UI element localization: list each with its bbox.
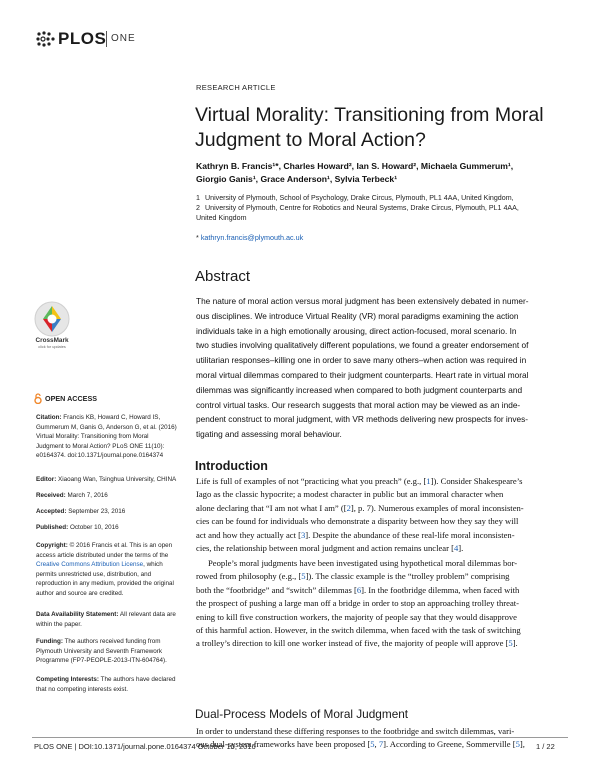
page-number: 1 / 22: [536, 742, 555, 751]
author-list: [196, 160, 576, 185]
paragraph-text: ].: [512, 638, 518, 649]
citation-text: Gummerum M, Ganis G, Anderson G, et al. (2016): [36, 423, 177, 431]
paragraph-text: People’s moral judgments have been investigated using hypothetical moral dilemmas bor-: [208, 558, 518, 568]
received-label: Received:: [36, 492, 66, 499]
license-link[interactable]: Creative Commons Attribution License: [36, 561, 144, 568]
paragraph-text: ]. Despite the abundance of these real-life moral inconsisten-: [305, 529, 515, 540]
crossmark-label: CrossMark: [35, 337, 69, 344]
title-line: Judgment to Moral Action?: [195, 129, 426, 151]
citation-label: Citation:: [36, 414, 62, 421]
editor-block: [36, 475, 186, 485]
paragraph-line: [196, 584, 570, 597]
received-value: March 7, 2016: [67, 492, 108, 499]
reference-link[interactable]: 6: [356, 584, 362, 595]
reference-link[interactable]: 1: [426, 476, 431, 486]
paragraph-text: cies, the relationship between moral judgment and action remains unclear [: [196, 543, 454, 554]
open-lock-icon: [34, 393, 42, 404]
paragraph-text: cies can be found for individuals who demonstrate a disparity between how they say they will: [196, 516, 519, 527]
paragraph-line: [196, 542, 570, 555]
logo-divider: [106, 31, 107, 47]
reference-link[interactable]: 3: [301, 529, 306, 540]
footer-divider: [32, 737, 568, 738]
affiliation-1: [196, 193, 566, 203]
crossmark-badge[interactable]: [32, 300, 72, 352]
abstract-line: control virtual tasks. Our research suggests that moral action may be viewed as an inde-: [196, 399, 521, 410]
copyright-block: [36, 541, 186, 598]
introduction-heading: Introduction: [195, 459, 268, 473]
abstract-line: pendent construct to moral judgment, with VR methods delivering new prospects for inves-: [196, 414, 529, 425]
reference-link[interactable]: 7: [378, 739, 384, 750]
paragraph-text: Iago as the classic hypocrite; a modest character in public but an immoral character when: [196, 489, 504, 500]
copyright-label: Copyright:: [36, 542, 68, 549]
abstract-line: utilitarian responses–killing one in order to save many others–when action was required in: [196, 355, 527, 366]
reference-link[interactable]: 5: [301, 571, 306, 582]
title-line: Virtual Morality: Transitioning from Moral: [195, 104, 544, 126]
affiliations: [196, 193, 566, 223]
paragraph-line: [196, 502, 570, 515]
paragraph-text: ],: [519, 739, 525, 750]
introduction-paragraph-1: [196, 475, 570, 555]
abstract-line: tigating and assessing moral behaviour.: [196, 429, 342, 440]
footer-citation: PLOS ONE | DOI:10.1371/journal.pone.0164374 October 10, 2016: [34, 742, 256, 751]
data-availability-block: [36, 610, 186, 629]
paragraph-text: ening to kill five construction workers, the majority of people say that they would disapprove: [196, 611, 517, 622]
paragraph-line: [196, 624, 570, 637]
paragraph-text: alone declaring that “I am not what I am” ([: [196, 502, 347, 513]
affiliation-number: 1: [196, 194, 200, 202]
abstract-body: [196, 294, 570, 442]
paragraph-line: [196, 557, 570, 570]
paragraph-text: rowed from philosophy (e.g., [: [196, 571, 302, 582]
affiliation-text: University of Plymouth, Centre for Robotics and Neural Systems, Drake Circus, Plymouth, PL1 4AA,: [205, 204, 519, 212]
paragraph-line: [196, 529, 570, 542]
received-block: [36, 491, 186, 501]
email-link[interactable]: kathryn.francis@plymouth.ac.uk: [200, 233, 304, 242]
citation-block: [36, 413, 186, 461]
paragraph-text: ]). The classic example is the “trolley problem” comprising: [305, 571, 510, 582]
copyright-text: © 2016 Francis et al. This is an open: [69, 542, 173, 549]
paragraph-text: ]. According to Greene, Sommerville [: [383, 739, 516, 750]
competing-interests-text: that no competing interests exist.: [36, 685, 129, 693]
paragraph-text: ]). Consider Shakespeare’s: [430, 476, 523, 486]
published-value: October 10, 2016: [69, 524, 119, 531]
abstract-line: ous disciplines. We introduce Virtual Reality (VR) moral paradigms examining the action: [196, 310, 519, 321]
accepted-label: Accepted:: [36, 508, 67, 515]
competing-interests-block: [36, 675, 186, 694]
abstract-line: The nature of moral action versus moral judgment has been extensively debated in numer-: [196, 296, 529, 306]
citation-text: Virtual Morality: Transitioning from Moral: [36, 433, 149, 440]
reference-link[interactable]: 4: [453, 543, 459, 554]
paragraph-line: [196, 488, 570, 501]
competing-interests-text: The authors have declared: [100, 676, 176, 683]
paragraph-text: ]. In the footbridge dilemma, when faced with: [361, 584, 520, 595]
crossmark-sublabel: click for updates: [38, 345, 66, 349]
data-availability-text: All relevant data are: [119, 611, 176, 618]
dual-process-heading: Dual-Process Models of Moral Judgment: [195, 707, 409, 721]
paragraph-text: of this harmful action. However, in the switch dilemma, when faced with the task of switching: [196, 625, 521, 636]
funding-label: Funding:: [36, 638, 63, 645]
open-access-text: OPEN ACCESS: [45, 394, 98, 403]
paragraph-text: In order to understand these differing responses to the footbridge and switch dilemmas, vari-: [196, 726, 515, 736]
funding-text: Plymouth University and Seventh Framework: [36, 647, 162, 655]
copyright-text: reproduction in any medium, provided the original: [36, 580, 174, 587]
plos-dots-icon: [36, 30, 56, 48]
author-line: Giorgio Ganis¹, Grace Anderson¹, Sylvia Terbeck¹: [196, 173, 398, 184]
paragraph-text: ,: [374, 739, 379, 750]
paragraph-line: [196, 475, 570, 488]
corresponding-star: *: [196, 233, 199, 242]
reference-link[interactable]: 5: [370, 739, 375, 750]
affiliation-text: University of Plymouth, School of Psychology, Drake Circus, Plymouth, PL1 4AA, United Kingdom,: [205, 194, 514, 202]
paragraph-line: [196, 597, 570, 610]
citation-text: e0164374. doi:10.1371/journal.pone.0164374: [36, 452, 164, 459]
paragraph-text: act and how they actually act [: [196, 529, 301, 540]
affiliation-2-continued: United Kingdom: [196, 214, 247, 222]
copyright-text: author and source are credited.: [36, 589, 124, 597]
logo-text: PLOS: [58, 29, 107, 48]
paragraph-line: [196, 637, 570, 650]
abstract-line: dilemmas was significantly increased when compared to both judgment counterparts and: [196, 384, 523, 395]
paragraph-text: ous dual-system frameworks have been proposed [: [196, 739, 371, 750]
funding-text: The authors received funding from: [64, 638, 161, 645]
paragraph-text: both the “footbridge” and “switch” dilemmas [: [196, 584, 357, 595]
paragraph-line: [196, 515, 570, 528]
affiliation-number: 2: [196, 204, 200, 212]
open-access-badge: [34, 394, 97, 403]
funding-text: Programme (FP7-PEOPLE-2013-ITN-604764).: [36, 657, 167, 664]
reference-link[interactable]: 2: [346, 502, 351, 513]
copyright-text: , which: [143, 561, 163, 568]
copyright-text: permits unrestricted use, distribution, and: [36, 570, 152, 578]
paragraph-text: ], p. 7). Numerous examples of moral inconsisten-: [350, 502, 524, 513]
citation-text: Francis KB, Howard C, Howard IS,: [63, 414, 161, 421]
citation-text: Judgment to Moral Action? PLoS ONE 11(10):: [36, 442, 165, 450]
corresponding-email[interactable]: [196, 233, 303, 242]
data-availability-text: within the paper.: [36, 620, 82, 628]
abstract-line: two studies involving qualitatively different populations, we found a greater endorsement of: [196, 340, 529, 351]
abstract-line: moral virtual dilemmas compared to their judgment counterparts. Heart rate in virtual moral: [196, 369, 529, 380]
abstract-heading: Abstract: [195, 268, 251, 285]
paragraph-text: the prospect of pushing a large man off a bridge in order to stop an approaching trolley threat-: [196, 598, 520, 609]
copyright-text: access article distributed under the terms of the: [36, 551, 169, 559]
paragraph-text: a trolley’s direction to kill one worker instead of five, the majority of people will approve [: [196, 638, 509, 649]
author-line: Kathryn B. Francis¹*, Charles Howard², Ian S. Howard², Michaela Gummerum¹,: [196, 161, 514, 171]
competing-interests-label: Competing Interests:: [36, 676, 99, 683]
introduction-paragraph-2: [196, 557, 570, 651]
affiliation-2: [196, 203, 566, 213]
reference-link[interactable]: 5: [515, 739, 520, 750]
logo-subtext: ONE: [111, 33, 136, 44]
crossmark-icon: [32, 300, 72, 340]
data-availability-label: Data Availability Statement:: [36, 611, 119, 618]
paragraph-text: ].: [458, 543, 464, 554]
paragraph-line: [196, 570, 570, 583]
editor-value: Xiaoang Wan, Tsinghua University, CHINA: [58, 476, 177, 483]
published-label: Published:: [36, 524, 69, 531]
published-block: [36, 523, 186, 533]
accepted-block: [36, 507, 186, 517]
abstract-line: individuals take in a high emotionally arousing, direct action-focused, moral scenario. In: [196, 325, 517, 336]
accepted-value: September 23, 2016: [68, 508, 126, 515]
funding-block: [36, 637, 186, 666]
reference-link[interactable]: 5: [508, 638, 513, 649]
paragraph-line: [196, 611, 570, 624]
article-type: RESEARCH ARTICLE: [196, 83, 276, 92]
article-title: [195, 103, 575, 153]
plos-one-logo[interactable]: [36, 28, 156, 50]
editor-label: Editor:: [36, 476, 57, 483]
paragraph-text: Life is full of examples of not “practicing what you preach” (e.g., [: [196, 476, 427, 486]
